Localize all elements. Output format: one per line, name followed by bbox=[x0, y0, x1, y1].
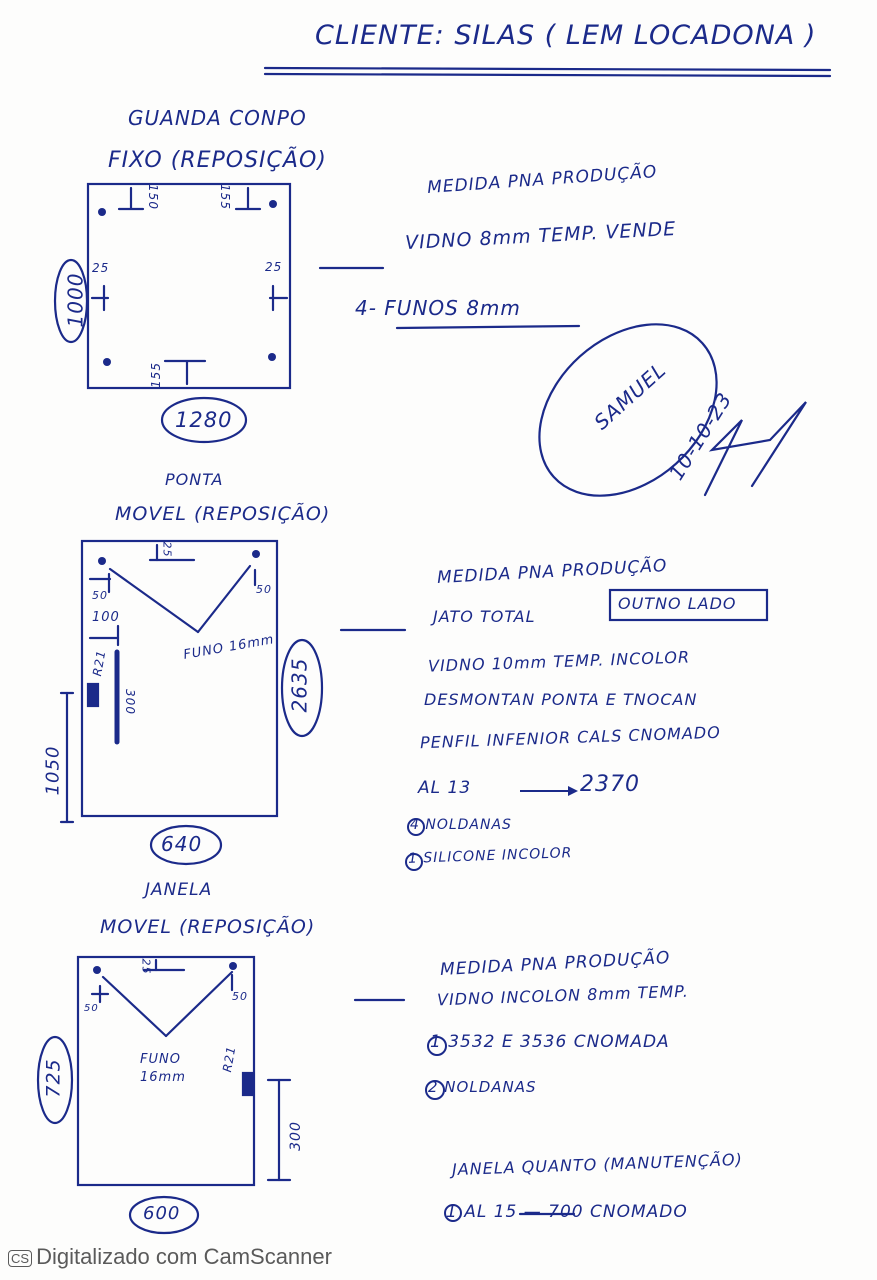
note-2-8: 2370 bbox=[580, 772, 640, 797]
door-dim-left-mid: 100 bbox=[92, 610, 120, 625]
note-3-6: 1 AL 15 — 700 CNOMADO bbox=[446, 1202, 688, 1222]
camscanner-text: Digitalizado com CamScanner bbox=[36, 1244, 332, 1269]
door-handle-length: 300 bbox=[122, 689, 137, 715]
window-title-line2: MOVEL (REPOSIÇÃO) bbox=[100, 916, 316, 938]
note-3-4: 2 NOLDANAS bbox=[428, 1078, 537, 1096]
title-underline-2 bbox=[265, 74, 830, 76]
note-3-1: MEDIDA PNA PRODUÇÃO bbox=[439, 947, 671, 981]
note-2-3: OUTNO LADO bbox=[618, 594, 737, 613]
window-title-line1: JANELA bbox=[145, 880, 213, 900]
door-dim-right: 50 bbox=[256, 583, 272, 596]
window-dim-left: 50 bbox=[84, 1003, 99, 1014]
note-1-2: VIDNO 8mm TEMP. VENDE bbox=[404, 217, 677, 255]
dim-top-left: 150 bbox=[145, 184, 160, 210]
window-dim-right: 50 bbox=[232, 990, 248, 1003]
door-title-line1: PONTA bbox=[165, 470, 224, 489]
window-hole-line2: 16mm bbox=[140, 1070, 186, 1085]
door-hole-label: FUNO 16mm bbox=[182, 632, 276, 663]
note-1-3: 4- FUNOS 8mm bbox=[355, 296, 521, 320]
signature-name: SAMUEL bbox=[589, 357, 671, 435]
window-handle-label: R21 bbox=[220, 1044, 239, 1074]
door-side-height: 1050 bbox=[42, 745, 64, 796]
window-height-value: 725 bbox=[42, 1058, 65, 1098]
door-dim-left-top: 50 bbox=[92, 589, 108, 602]
width-value: 1280 bbox=[175, 408, 233, 432]
dim-left: 25 bbox=[92, 261, 110, 275]
note-3-3: 1 3532 E 3536 CNOMADA bbox=[430, 1032, 670, 1052]
door-width-value: 640 bbox=[161, 832, 203, 856]
note-2-6: PENFIL INFENIOR CALS CNOMADO bbox=[419, 722, 722, 753]
note-3-5: JANELA QUANTO (MANUTENÇÃO) bbox=[451, 1149, 744, 1180]
note-2-4: VIDNO 10mm TEMP. INCOLOR bbox=[427, 647, 691, 676]
note-2-5: DESMONTAN PONTA E TNOCAN bbox=[424, 690, 698, 709]
height-value: 1000 bbox=[63, 272, 88, 328]
note-1-1: MEDIDA PNA PRODUÇÃO bbox=[426, 161, 658, 199]
door-handle-label: R21 bbox=[90, 648, 109, 678]
note-2-9: 4 NOLDANAS bbox=[410, 817, 512, 833]
note-2-10: 1 SILICONE INCOLOR bbox=[407, 845, 573, 867]
fixed-glass-title-line2: FIXO (REPOSIÇÃO) bbox=[108, 148, 327, 173]
door-title-line2: MOVEL (REPOSIÇÃO) bbox=[115, 503, 331, 525]
dim-top-right: 155 bbox=[217, 184, 232, 210]
fixed-glass-title-line1: GUANDA CONPO bbox=[128, 106, 307, 130]
camscanner-logo-icon: CS bbox=[8, 1250, 32, 1267]
window-side-height: 300 bbox=[287, 1121, 304, 1151]
title-underline bbox=[265, 68, 830, 70]
client-title: CLIENTE: SILAS ( LEM LOCADONA ) bbox=[315, 20, 817, 51]
note-2-1: MEDIDA PNA PRODUÇÃO bbox=[436, 555, 668, 589]
door-height-value: 2635 bbox=[287, 657, 312, 713]
dim-right: 25 bbox=[265, 260, 283, 274]
camscanner-watermark bbox=[8, 1244, 332, 1270]
door-dim-top: 25 bbox=[160, 541, 174, 558]
window-width-value: 600 bbox=[143, 1203, 181, 1224]
door-panel-outline bbox=[82, 541, 277, 816]
note-2-7: AL 13 bbox=[418, 778, 472, 798]
window-hole-line1: FUNO bbox=[140, 1052, 181, 1067]
note-3-2: VIDNO INCOLON 8mm TEMP. bbox=[436, 981, 690, 1010]
note-2-2: JATO TOTAL bbox=[433, 607, 536, 626]
window-dim-top: 25 bbox=[139, 958, 153, 975]
dim-bottom: 155 bbox=[148, 362, 163, 388]
fixed-panel-outline bbox=[88, 184, 290, 388]
signature-date: 10-10-23 bbox=[664, 387, 737, 485]
